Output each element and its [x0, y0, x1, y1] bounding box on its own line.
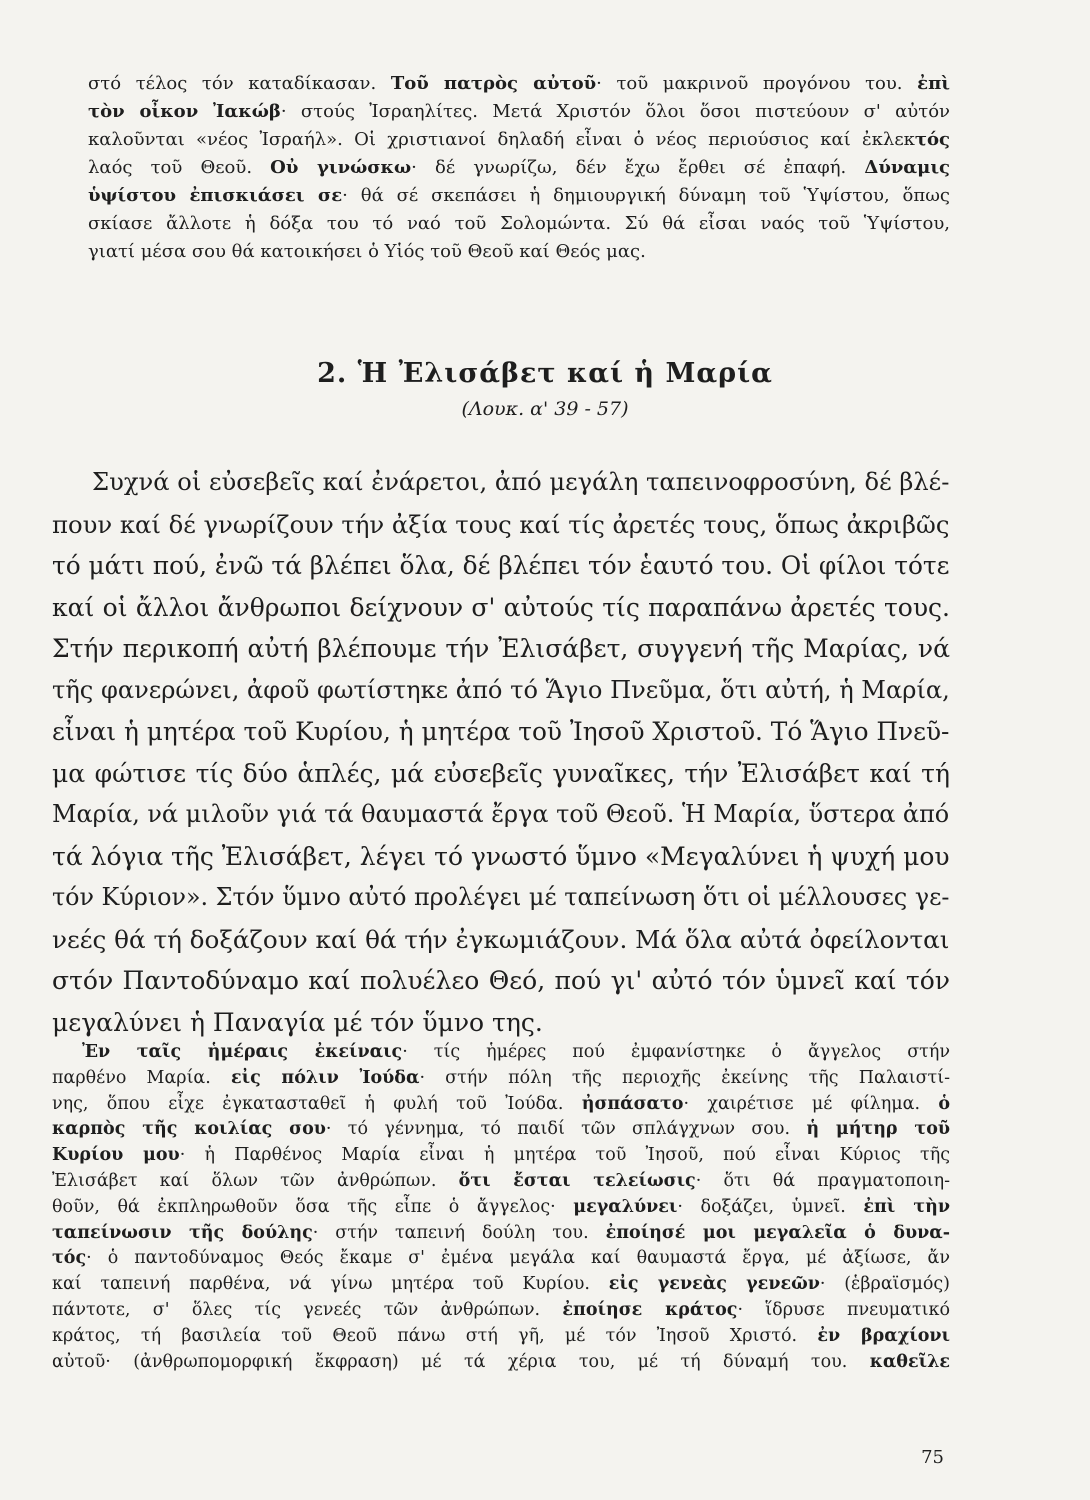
main-text-line: τά λόγια τῆς Ἐλισάβετ, λέγει τό γνωστό ὕμνο «Μεγαλύνει ἡ ψυχή μου: [52, 841, 950, 871]
main-text-line: μα φώτισε τίς δύο ἁπλές, μά εὐσεβεῖς γυναῖκες, τήν Ἐλισάβετ καί τή: [52, 758, 950, 788]
intro-line: τὸν οἶκον Ἰακώβ· στούς Ἰσραηλίτες. Μετά Χριστόν ὅλοι ὅσοι πιστεύουν σ' αὐτόν: [88, 101, 950, 122]
intro-line: λαός τοῦ Θεοῦ. Οὐ γινώσκω· δέ γνωρίζω, δέν ἔχω ἔρθει σέ ἐπαφή. Δύναμις: [88, 157, 950, 178]
commentary-notes: [52, 1040, 950, 1375]
intro-line: σκίασε ἄλλοτε ἡ δόξα του τό ναό τοῦ Σολομώντα. Σύ θά εἶσαι ναός τοῦ Ὑψίστου,: [88, 213, 950, 234]
main-text-line: Μαρία, νά μιλοῦν γιά τά θαυμαστά ἔργα τοῦ Θεοῦ. Ἡ Μαρία, ὕστερα ἀπό: [52, 800, 950, 828]
commentary-line: αὐτοῦ· (ἀνθρωπομορφική ἔκφραση) μέ τά χέρια του, μέ τή δύναμή του. καθεῖλε: [52, 1351, 950, 1372]
commentary-line: Ἐν ταῖς ἡμέραις ἐκείναις· τίς ἡμέρες πού ἐμφανίστηκε ὁ ἄγγελος στήν: [82, 1042, 950, 1062]
main-text-line: Συχνά οἱ εὐσεβεῖς καί ἐνάρετοι, ἀπό μεγάλη ταπεινοφροσύνη, δέ βλέ-: [92, 468, 950, 496]
intro-line: καλοῦνται «νέος Ἰσραήλ». Οἱ χριστιανοί δηλαδή εἶναι ὁ νέος περιούσιος καί ἐκλεκτός: [88, 129, 950, 150]
main-text-line: καί οἱ ἄλλοι ἄνθρωποι δείχνουν σ' αὐτούς τίς παραπάνω ἀρετές τους.: [52, 592, 950, 622]
main-text-line: μεγαλύνει ἡ Παναγία μέ τόν ὕμνο της.: [52, 1007, 543, 1037]
page-number: 75: [921, 1447, 944, 1468]
main-text-line: Στήν περικοπή αὐτή βλέπουμε τήν Ἐλισάβετ, συγγενή τῆς Μαρίας, νά: [52, 634, 950, 663]
scripture-reference: (Λουκ. α' 39 - 57): [461, 398, 629, 420]
main-text-line: τό μάτι πού, ἐνῶ τά βλέπει ὅλα, δέ βλέπει τόν ἑαυτό του. Οἱ φίλοι τότε: [52, 551, 950, 580]
main-text-line: τόν Κύριον». Στόν ὕμνο αὐτό προλέγει μέ ταπείνωση ὅτι οἱ μέλλουσες γε-: [52, 883, 950, 911]
commentary-line: θοῦν, θά ἐκπληρωθοῦν ὅσα τῆς εἶπε ὁ ἄγγελος· μεγαλύνει· δοξάζει, ὑμνεῖ. ἐπὶ τὴν: [52, 1196, 951, 1217]
intro-commentary: [88, 70, 950, 266]
commentary-line: νης, ὅπου εἶχε ἐγκατασταθεῖ ἡ φυλή τοῦ Ἰούδα. ἠσπάσατο· χαιρέτισε μέ φίλημα. ὁ: [52, 1093, 951, 1114]
intro-line: γιατί μέσα σου θά κατοικήσει ὁ Υἱός τοῦ Θεοῦ καί Θεός μας.: [88, 241, 646, 262]
commentary-line: Κυρίου μου· ἡ Παρθένος Μαρία εἶναι ἡ μητέρα τοῦ Ἰησοῦ, πού εἶναι Κύριος τῆς: [52, 1145, 950, 1166]
commentary-line: καρπὸς τῆς κοιλίας σου· τό γέννημα, τό παιδί τῶν σπλάγχνων σου. ἡ μήτηρ τοῦ: [52, 1119, 951, 1140]
commentary-line: κράτος, τή βασιλεία τοῦ Θεοῦ πάνω στή γῆ, μέ τόν Ἰησοῦ Χριστό. ἐν βραχίονι: [52, 1325, 950, 1346]
main-text-line: πουν καί δέ γνωρίζουν τήν ἀξία τους καί τίς ἀρετές τους, ὅπως ἀκριβῶς: [52, 509, 950, 539]
intro-line: στό τέλος τόν καταδίκασαν. Τοῦ πατρὸς αὐτοῦ· τοῦ μακρινοῦ προγόνου του. ἐπὶ: [88, 73, 950, 94]
commentary-line: πάντοτε, σ' ὅλες τίς γενεές τῶν ἀνθρώπων. ἐποίησε κράτος· ἵδρυσε πνευματικό: [52, 1299, 950, 1320]
commentary-line: παρθένο Μαρία. εἰς πόλιν Ἰούδα· στήν πόλη τῆς περιοχῆς ἐκείνης τῆς Παλαιστί-: [52, 1067, 950, 1088]
commentary-line: καί ταπεινή παρθένα, νά γίνω μητέρα τοῦ Κυρίου. εἰς γενεὰς γενεῶν· (ἑβραϊσμός): [52, 1274, 950, 1295]
main-text-line: στόν Παντοδύναμο καί πολυέλεο Θεό, πού γι' αὐτό τόν ὑμνεῖ καί τόν: [52, 966, 950, 995]
commentary-line: Ἐλισάβετ καί ὅλων τῶν ἀνθρώπων. ὅτι ἔσται τελείωσις· ὅτι θά πραγματοποιη-: [52, 1170, 950, 1191]
main-text-line: τῆς φανερώνει, ἀφοῦ φωτίστηκε ἀπό τό Ἅγιο Πνεῦμα, ὅτι αὐτή, ἡ Μαρία,: [52, 675, 950, 704]
intro-line: ὑψίστου ἐπισκιάσει σε· θά σέ σκεπάσει ἡ δημιουργική δύναμη τοῦ Ὑψίστου, ὅπως: [88, 185, 950, 206]
main-text-line: εἶναι ἡ μητέρα τοῦ Κυρίου, ἡ μητέρα τοῦ Ἰησοῦ Χριστοῦ. Τό Ἅγιο Πνεῦ-: [52, 717, 950, 746]
commentary-line: τός· ὁ παντοδύναμος Θεός ἔκαμε σ' ἐμένα μεγάλα καί θαυμαστά ἔργα, μέ ἀξίωσε, ἄν: [52, 1248, 950, 1269]
commentary-line: ταπείνωσιν τῆς δούλης· στήν ταπεινή δούλη του. ἐποίησέ μοι μεγαλεῖα ὁ δυνα-: [52, 1222, 951, 1243]
main-text-line: νεές θά τή δοξάζουν καί θά τήν ἐγκωμιάζουν. Μά ὅλα αὐτά ὀφείλονται: [52, 924, 950, 954]
main-text: [52, 462, 950, 1043]
section-title: 2. Ἡ Ἐλισάβετ καί ἡ Μαρία: [317, 358, 773, 389]
